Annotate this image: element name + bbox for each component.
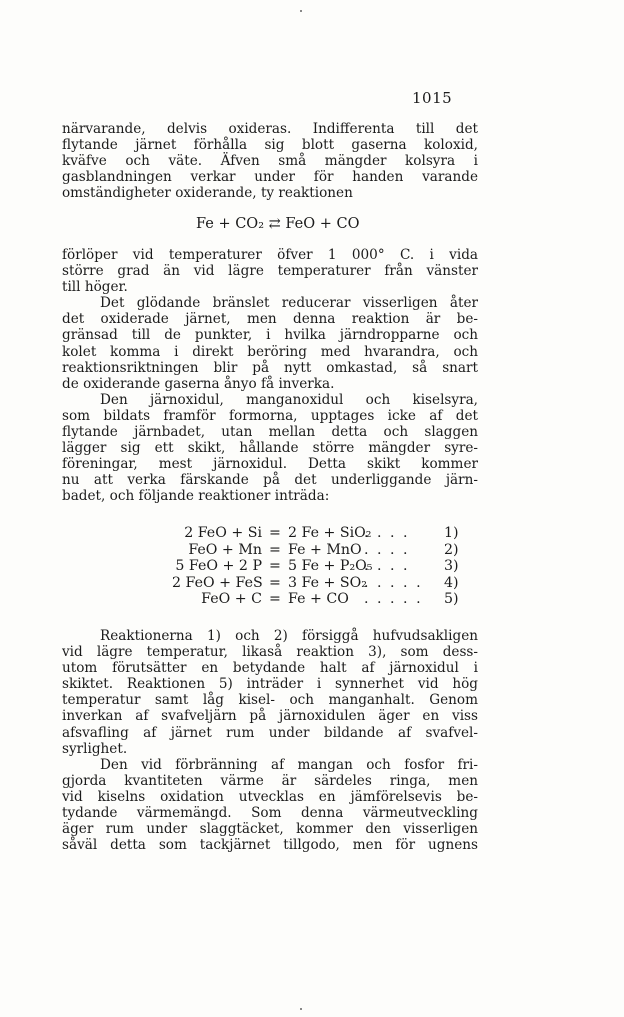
text-line: skiktet. Reaktionen 5) inträder i synnerhet vid hög — [62, 676, 478, 693]
text-line: afsvafling af järnet rum under bildande af svafvel- — [62, 724, 478, 741]
text-line: större grad än vid lägre temperaturer från vänster — [62, 263, 478, 280]
text-line: gjorda kvantiteten värme är särdeles ringa, men — [62, 772, 478, 789]
text-line: omständigheter oxiderande, ty reaktionen — [62, 185, 353, 202]
equation-rhs: 2 Fe + SiO₂ — [288, 525, 372, 541]
text-line: kväfve och väte. Äfven små mängder kolsyra i — [62, 153, 478, 170]
equation-sign: = — [269, 541, 281, 558]
text-line: Den vid förbränning af mangan och fosfor fri- — [100, 756, 478, 773]
text-line: Reaktionerna 1) och 2) försiggå hufvudsakligen — [100, 628, 478, 644]
equation-rhs: Fe + CO — [288, 591, 349, 608]
text-line: Det glödande bränslet reducerar visserligen åter — [100, 295, 478, 312]
text-line: de oxiderande gaserna ånyo få inverka. — [62, 375, 335, 392]
text-line: gasblandningen verkar under för handen varande — [62, 169, 478, 186]
scan-mark-bottom — [300, 1008, 302, 1010]
equation-number: 1) — [444, 525, 459, 541]
text-line: reaktionsriktningen blir på nytt omkastad, så snart — [62, 359, 478, 376]
equation-lhs: 5 FeO + 2 P — [175, 558, 262, 575]
paragraph-reactions — [62, 247, 478, 505]
equation-lhs: 2 FeO + Si — [184, 525, 262, 541]
text-line: äger rum under slaggtäcket, kommer den visserligen — [62, 821, 478, 838]
text-line: utom förutsätter en betydande halt af järnoxidul i — [62, 660, 478, 677]
equation-sign: = — [269, 525, 281, 541]
equation-number: 3) — [444, 558, 459, 575]
text-line: flytande järnbadet, utan mellan detta och slaggen — [62, 424, 478, 441]
text-line: som bildats framför formorna, upptages icke af det — [62, 407, 478, 424]
text-line: till höger. — [62, 279, 128, 296]
equation-row — [172, 591, 472, 608]
text-line: föreningar, mest järnoxidul. Detta skikt kommer — [62, 456, 478, 473]
equation-number: 2) — [444, 541, 459, 558]
text-line: nu att verka färskande på det underliggande järn- — [62, 472, 478, 489]
equation-lhs: 2 FeO + FeS — [172, 574, 263, 591]
text-line: gränsad till de punkter, i hvilka järndropparne och — [62, 327, 478, 344]
text-line: flytande järnet förhålla sig blott gaserna koloxid, — [62, 137, 478, 154]
text-line: inverkan af svafveljärn på järnoxidulen äger en viss — [62, 708, 478, 725]
equation-dots: . . . . — [364, 541, 410, 558]
text-line: det oxiderade järnet, men denna reaktion är be- — [62, 311, 478, 328]
text-line: lägger sig ett skikt, hållande större mängder syre- — [62, 440, 478, 457]
equation-lhs: FeO + C — [201, 591, 262, 608]
equation-list — [172, 525, 472, 608]
equation-lhs: FeO + Mn — [188, 541, 262, 558]
equation-sign: = — [269, 591, 281, 608]
reaction-formula: Fe + CO₂ ⇄ FeO + CO — [196, 216, 360, 232]
text-line: vid kiselns oxidation utvecklas en jämförelsevis be- — [62, 788, 478, 805]
text-line: förlöper vid temperaturer öfver 1 000° C. i vida — [62, 247, 478, 263]
text-line: syrlighet. — [62, 740, 128, 757]
text-line: såväl detta som tackjärnet tillgodo, men för ugnens — [62, 837, 478, 854]
text-line: Den järnoxidul, manganoxidul och kiselsyra, — [100, 391, 478, 408]
text-line: temperatur samt låg kisel- och manganhalt. Genom — [62, 692, 478, 709]
equation-row — [172, 525, 472, 542]
equation-rhs: 5 Fe + P₂O₅ — [288, 558, 373, 575]
paragraph-intro — [62, 121, 478, 201]
equation-row — [172, 575, 472, 592]
equation-row — [172, 558, 472, 575]
equation-sign: = — [269, 574, 281, 591]
equation-dots: . . . . . — [364, 591, 423, 608]
equation-rhs: 3 Fe + SO₂ — [288, 574, 367, 591]
text-line: tydande värmemängd. Som denna värmeutveckling — [62, 805, 478, 822]
equation-dots: . . . . — [364, 525, 410, 541]
paragraph-conclusion — [62, 628, 478, 853]
text-line: badet, och följande reaktioner inträda: — [62, 488, 330, 505]
equation-dots: . . . . . — [364, 574, 423, 591]
scan-mark-top — [300, 10, 302, 12]
text-line: närvarande, delvis oxideras. Indifferenta till det — [62, 121, 478, 137]
equation-sign: = — [269, 558, 281, 575]
text-line: vid lägre temperatur, likaså reaktion 3), som dess- — [62, 644, 478, 661]
equation-rhs: Fe + MnO — [288, 541, 362, 558]
text-line: kolet komma i direkt beröring med hvarandra, och — [62, 343, 478, 360]
page-number: 1015 — [412, 89, 453, 107]
equation-dots: . . . . — [364, 558, 410, 575]
equation-number: 4) — [444, 574, 459, 591]
equation-row — [172, 542, 472, 559]
equation-number: 5) — [444, 591, 459, 608]
